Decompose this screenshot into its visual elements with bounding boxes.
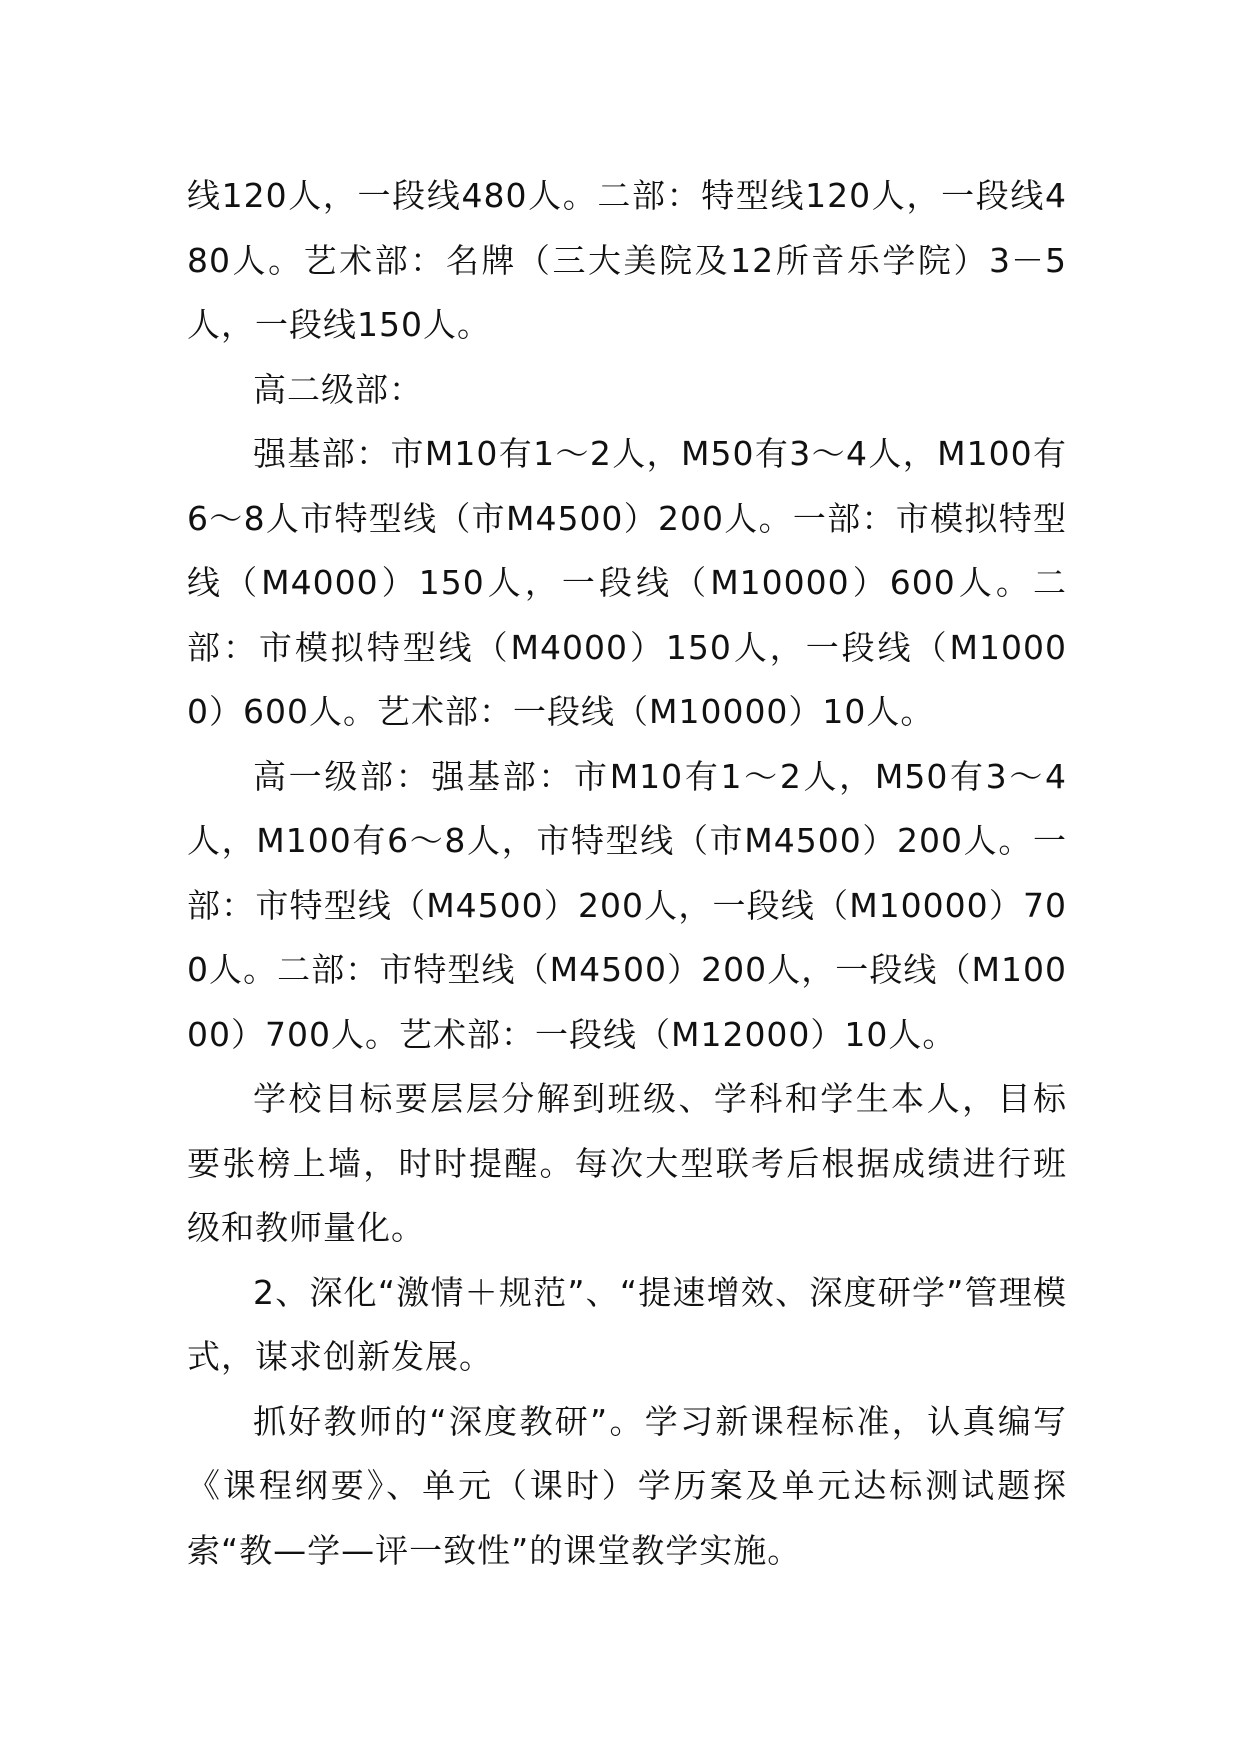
paragraph-deep-research: 抓好教师的“深度教研”。学习新课程标准，认真编写《课程纲要》、单元（课时）学历案及单元达标测试题探索“教—学—评一致性”的课堂教学实施。 xyxy=(187,1401,1067,1570)
paragraph-grade-one-targets: 高一级部：强基部：市M10有1～2人，M50有3～4人，M100有6～8人，市特型线（市M4500）200人。一部：市特型线（M4500）200人，一段线（M10000）700人。二部：市特型线（M4500）200人，一段线（M10000）700人。艺术部：一段线（M12000）10人。 xyxy=(187,756,1067,1054)
paragraph-section-two-heading: 2、深化“激情＋规范”、“提速增效、深度研学”管理模式，谋求创新发展。 xyxy=(187,1272,1067,1376)
paragraph-grade-two-heading: 高二级部： xyxy=(253,369,423,409)
body-text xyxy=(187,164,1067,1583)
paragraph-targets-continued: 线120人，一段线480人。二部：特型线120人，一段线480人。艺术部：名牌（三大美院及12所音乐学院）3－5人，一段线150人。 xyxy=(187,176,1067,344)
paragraph-goal-breakdown: 学校目标要层层分解到班级、学科和学生本人，目标要张榜上墙，时时提醒。每次大型联考后根据成绩进行班级和教师量化。 xyxy=(187,1079,1067,1247)
paragraph-grade-two-targets: 强基部：市M10有1～2人，M50有3～4人，M100有6～8人市特型线（市M4500）200人。一部：市模拟特型线（M4000）150人，一段线（M10000）600人。二部：市模拟特型线（M4000）150人，一段线（M10000）600人。艺术部：一段线（M10000）10人。 xyxy=(187,434,1067,731)
